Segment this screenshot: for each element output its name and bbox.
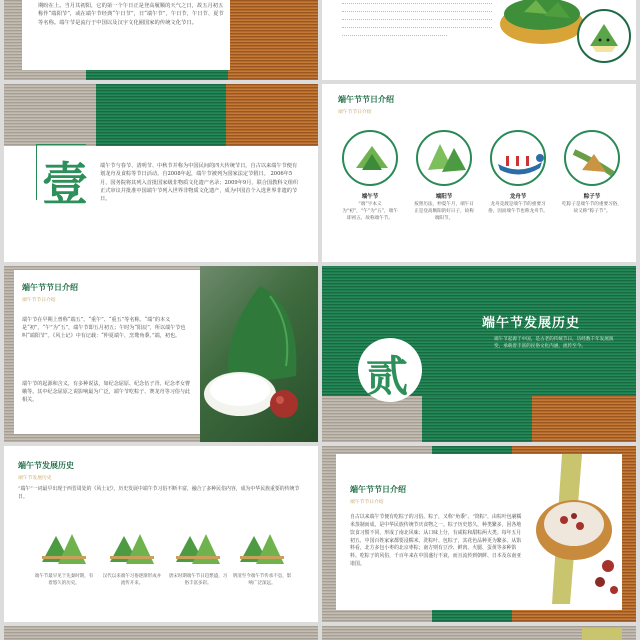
- zongzi-illustration-2: [104, 526, 160, 570]
- paragraph-2: 端午节的起源和含义，有多种说法，如纪念屈原、纪念伍子胥、纪念孝女曹娥等。其中纪念屈原之说影响最为广泛，端午节吃粽子、赛龙舟等习俗与此相关。: [22, 381, 191, 404]
- slide-10-partial[interactable]: [322, 626, 636, 640]
- zongzi-text: 自古以来端午节便有吃粽子的习俗。粽子，又称“角黍”、“筒粽”，由粽叶包裹糯米蒸制而成，是中华民族传统节庆食物之一。粽子历史悠久，种类繁多，因各地饮食习惯不同，形成了南北风味；从口味上分，有咸粽和甜粽两大类。每年五月初五，中国百姓家家都要浸糯米、洗粽叶、包粽子，其花色品种更为繁多。从馅料看，北方多包小枣的北京枣粽；南方则有豆沙、鲜肉、火腿、蛋黄等多种馅料。吃粽子的风俗，千百年来在中国盛行不衰，而且流传到朝鲜、日本及东南亚诸国。: [350, 514, 522, 568]
- zongzi-rice-illustration: [200, 266, 318, 442]
- caption-4: 明清至今端午节传承不息，影响广泛深远。: [232, 574, 292, 586]
- fabric-orange: [532, 396, 636, 442]
- slide-7[interactable]: [4, 446, 318, 622]
- big-char-yi: 壹: [42, 157, 88, 211]
- rice-photo: [200, 266, 318, 442]
- slide-1[interactable]: [4, 0, 318, 80]
- slide-2-top[interactable]: [322, 0, 636, 80]
- slide-title: 端午节节日介绍: [22, 283, 78, 292]
- item-name-2: 端阳节: [435, 194, 453, 200]
- item-name-3: 龙舟节: [509, 194, 527, 200]
- slide-8[interactable]: [322, 446, 636, 622]
- item-desc-2: 按照历法，仲夏午月，端午日正是登高顺阳的好日子，故称端阳节。: [414, 202, 474, 221]
- zongzi-leaf-icon: [564, 130, 620, 186]
- slide-title: 端午节节日介绍: [338, 95, 394, 104]
- zongzi-basket-illustration: [494, 0, 634, 80]
- decor-line: [342, 32, 447, 36]
- history-text: “端午”一词最早出现于西晋周处的《风土记》，历史发展中端午节习俗不断丰富，融合了多种民俗内容，成为中华民族重要的传统节日。: [18, 486, 300, 500]
- caption-1: 端午节最早见于先秦时期，有着悠久的历史。: [34, 574, 94, 586]
- fabric-gray: [4, 626, 318, 640]
- fabric-gray: [4, 84, 96, 146]
- decor-line: [342, 0, 492, 4]
- section-title: 端午节发展历史: [482, 316, 581, 331]
- slide-title: 端午节发展历史: [18, 461, 74, 470]
- fabric-green-lower: [422, 396, 532, 442]
- item-desc-3: 龙舟竞渡是端午节的重要习俗，因而端午节也称龙舟节。: [488, 202, 548, 214]
- decor-line: [342, 24, 492, 28]
- slide-2-top-text: [342, 0, 492, 36]
- zongzi-icon: [342, 130, 398, 186]
- slide-title: 端午节节日介绍: [350, 485, 406, 494]
- slide-subtitle: 端午节节日介绍: [350, 500, 384, 505]
- slide-subtitle: 端午节节日介绍: [338, 110, 372, 115]
- paragraph-1: 端午节在早期上曾称“端五”、“重午”、“重五”等名称。“端”的本义是“初”，“午”为“五”，端午节即五月初五；午时为“阳辰”，所以端午节也叫“端阳节”。《风土记》中有记载：“仲夏端午，烹鹜角黍。”端，初也。: [22, 317, 186, 340]
- slide-5[interactable]: [4, 266, 318, 442]
- fabric-green: [96, 84, 226, 146]
- slide-subtitle: 端午节节日介绍: [22, 298, 56, 303]
- item-desc-1: “端”字本义为“初”，“午”为“五”，端午即初五，故称端午节。: [342, 202, 398, 221]
- decor-shape: [582, 628, 622, 640]
- intro-text: 端午节与春节、清明节、中秋节并称为中国民间的四大传统节日。自古以来端午节便有划龙舟及食粽等节日活动。自2008年起，端午节被列为国家法定节假日。 2006年5月，国务院将其列入首批国家级非物质文化遗产名录；2009年9月，联合国教科文组织正式审议并批准中国端午节列入世界非物质文化遗产，成为中国首个入选世界非遗的节日。: [100, 163, 299, 203]
- fabric-orange: [228, 0, 318, 80]
- zongzi-illustration-1: [36, 526, 92, 570]
- big-char-er: 贰: [366, 352, 409, 401]
- slide-1-text: 期盼在上。当月其初阳，它的第一个午日正是登高履顺的天气之日，故五月初五称作“端阳节”，或在端午节经典“午日节”，日“端午节”，午日节，午日节、夏节等名称。端午节是流行于中国以及汉字文化圈国家的传统文化节日。: [38, 3, 224, 26]
- caption-2: 汉代以来端午习俗逐渐形成并流传开来。: [102, 574, 162, 586]
- content-card: [14, 270, 200, 434]
- slide-9-partial[interactable]: [4, 626, 318, 640]
- item-name-4: 粽子节: [583, 194, 601, 200]
- zongzi-illustration-3: [170, 526, 226, 570]
- content-card: [336, 454, 622, 610]
- caption-3: 唐宋时期端午节日趋繁盛，习俗丰富多彩。: [168, 574, 228, 586]
- zongzi-illustration-4: [234, 526, 290, 570]
- section-text: 端午节起源于中国，是古老的传统节日，历经数千年发展演变，承载着丰富的民俗文化内涵，流传至今。: [494, 337, 614, 350]
- slide-3[interactable]: [4, 84, 318, 262]
- zongzi-bowl-illustration: [522, 454, 622, 604]
- decor-line: [342, 16, 492, 20]
- dragon-boat-icon: [490, 130, 546, 186]
- slide-subtitle: 端午节发展历史: [18, 476, 52, 481]
- item-desc-4: 吃粽子是端午节的重要习俗，故又称“粽子节”。: [562, 202, 622, 214]
- fabric-orange: [226, 84, 318, 146]
- slide-4[interactable]: [322, 84, 636, 262]
- decor-line: [342, 8, 492, 12]
- zongzi-duanyang-icon: [416, 130, 472, 186]
- item-name-1: 端午节: [361, 194, 379, 200]
- slide-6[interactable]: [322, 266, 636, 442]
- content-card: [22, 0, 230, 70]
